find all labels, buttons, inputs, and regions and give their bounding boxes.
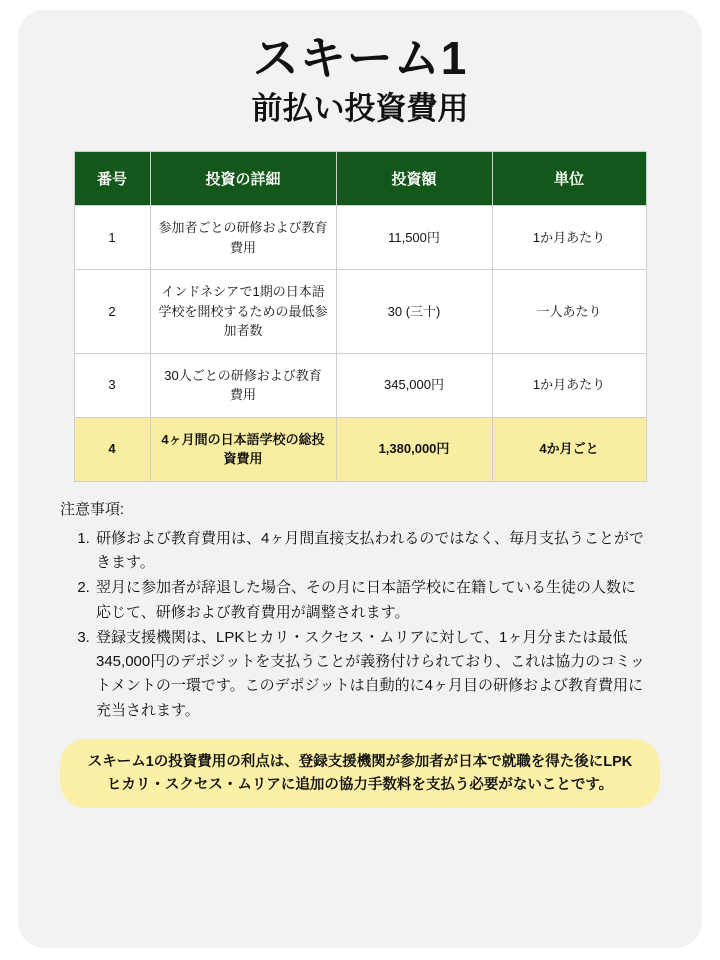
table-row [74, 270, 646, 354]
page-subtitle: 前払い投資費用 [251, 90, 469, 126]
row-detail: 30人ごとの研修および教育費用 [150, 353, 336, 417]
table-header-row [74, 152, 646, 206]
row-no: 2 [74, 270, 150, 354]
investment-table [74, 151, 647, 482]
row-unit: 一人あたり [492, 270, 646, 354]
table-row [74, 206, 646, 270]
row-amount: 345,000円 [336, 353, 492, 417]
row-no: 1 [74, 206, 150, 270]
table-row [74, 353, 646, 417]
row-amount: 30 (三十) [336, 270, 492, 354]
table-header-unit: 単位 [492, 152, 646, 206]
row-detail: 参加者ごとの研修および教育費用 [150, 206, 336, 270]
row-unit: 4か月ごと [492, 417, 646, 481]
notes-list [80, 527, 650, 723]
table-header-detail: 投資の詳細 [150, 152, 336, 206]
row-no: 4 [74, 417, 150, 481]
page-title: スキーム1 [252, 32, 468, 84]
notes-label: 注意事項: [60, 500, 125, 518]
row-detail: インドネシアで1期の日本語学校を開校するための最低参加者数 [150, 270, 336, 354]
document-card [18, 10, 702, 948]
list-item: 1. 研修および教育費用は、4ヶ月間直接支払われるのではなく、毎月支払うことができます。 [94, 527, 650, 576]
row-unit: 1か月あたり [492, 206, 646, 270]
benefit-callout: スキーム1の投資費用の利点は、登録支援機関が参加者が日本で就職を得た後にLPKヒカリ・スクセス・ムリアに追加の協力手数料を支払う必要がないことです。 [60, 739, 660, 808]
list-item: 3. 登録支援機関は、LPKヒカリ・スクセス・ムリアに対して、1ヶ月分または最低345,000円のデポジットを支払うことが義務付けられており、これは協力のコミットメントの一環です。このデポジットは自動的に4ヶ月目の研修および教育費用に充当されます。 [94, 626, 650, 723]
row-amount: 11,500円 [336, 206, 492, 270]
row-detail: 4ヶ月間の日本語学校の総投資費用 [150, 417, 336, 481]
row-unit: 1か月あたり [492, 353, 646, 417]
row-no: 3 [74, 353, 150, 417]
row-amount: 1,380,000円 [336, 417, 492, 481]
table-header-amount: 投資額 [336, 152, 492, 206]
list-item: 2. 翌月に参加者が辞退した場合、その月に日本語学校に在籍している生徒の人数に応じて、研修および教育費用が調整されます。 [94, 576, 650, 625]
table-header-no: 番号 [74, 152, 150, 206]
title-block [18, 10, 702, 129]
table-row-total [74, 417, 646, 481]
